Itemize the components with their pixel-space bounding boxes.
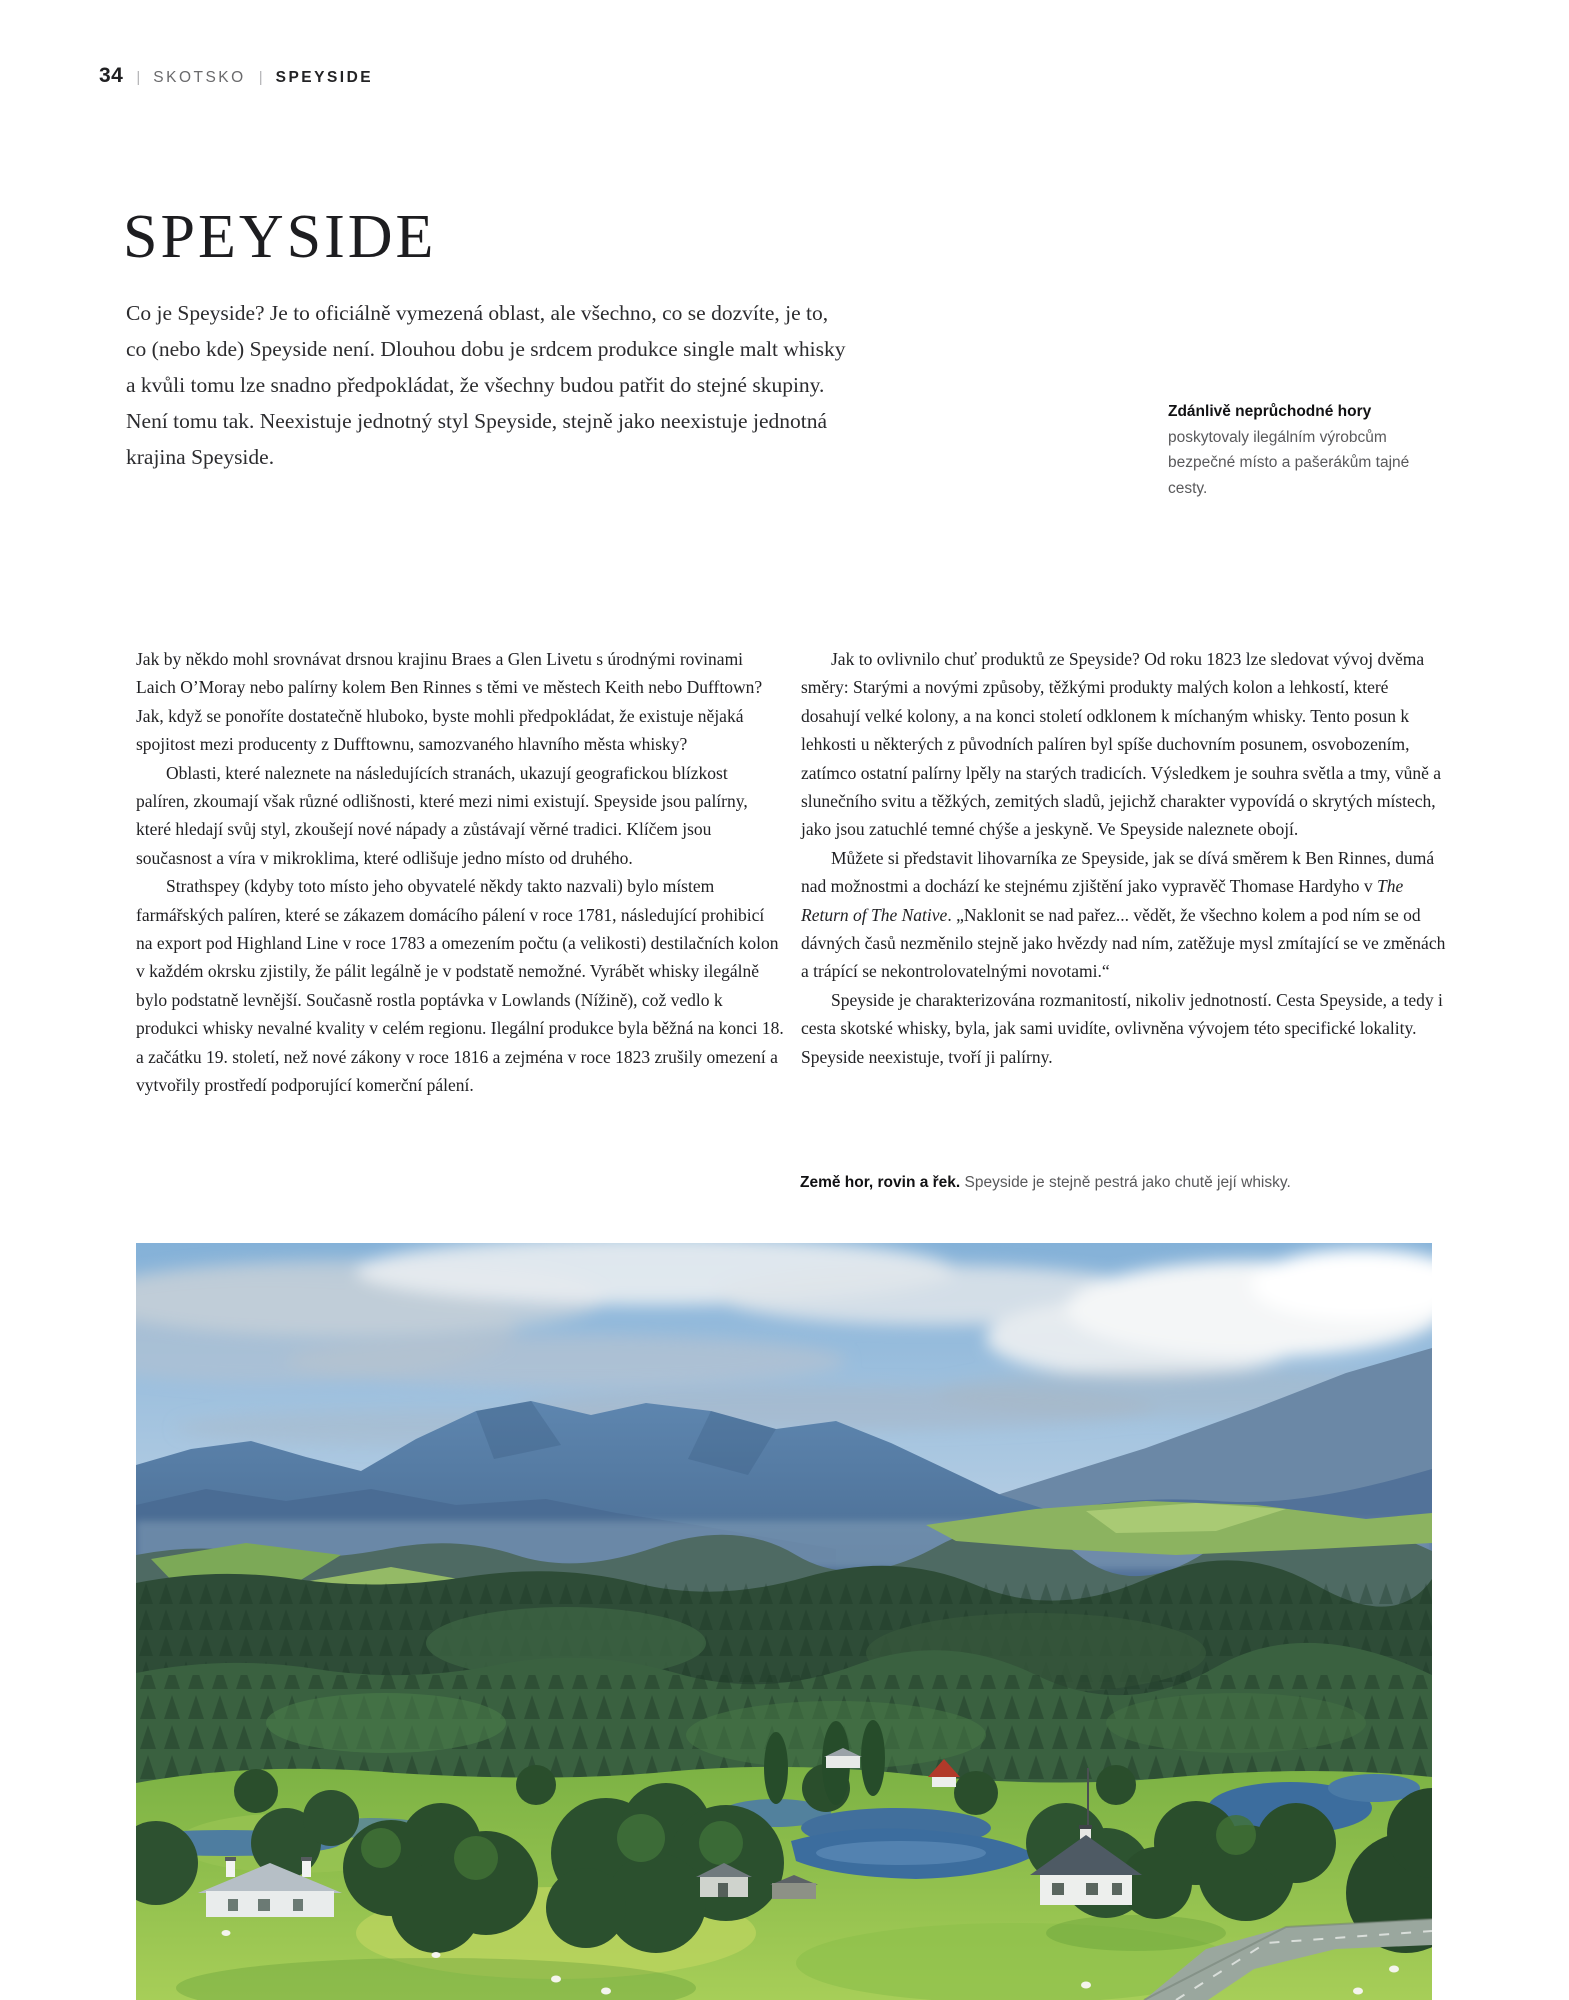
intro-line: Co je Speyside? Je to oficiálně vymezená oblast, ale všechno, co se dozvíte, je to, [126, 301, 829, 325]
breadcrumb-separator: | [136, 69, 141, 86]
intro-line: krajina Speyside. [126, 445, 275, 469]
body-paragraph: Oblasti, které naleznete na následujících stranách, ukazují geografickou blízkost palíren, zkoumají však různé odlišnosti, které mezi nimi existují. Speyside jsou palírny, které hledají svůj styl, zkoušejí nové nápady a zůstávají věrné tradici. Klíčem jsou současnost a víra v mikroklima, které odlišuje jedno místo od druhého. [136, 762, 748, 868]
body-text: . „Naklonit se nad pařez... vědět, že všechno kolem a pod ním se od dávných časů nezměnilo stejně jako hvězdy nad ním, zatěžuje mysl zmítající se ve změnách a trápící se nekontrolovatelnými novotami.“ [801, 904, 1446, 982]
body-text: Můžete si představit lihovarníka ze Speyside, jak se dívá směrem k Ben Rinnes, dumá nad možnostmi a dochází ke stejnému zjištění jako vypravěč Thomase Hardyho v [801, 847, 1435, 897]
breadcrumb-section: SPEYSIDE [275, 69, 374, 86]
photo-caption-lead: Země hor, rovin a řek. [800, 1174, 961, 1191]
photo-side-caption [1168, 399, 1444, 501]
body-column-left [136, 645, 784, 1100]
intro-line: co (nebo kde) Speyside není. Dlouhou dobu je srdcem produkce single malt whisky [126, 337, 846, 361]
page-header [99, 64, 373, 88]
page-title: SPEYSIDE [123, 203, 437, 271]
body-paragraph: Speyside je charakterizována rozmanitostí, nikoliv jednotností. Cesta Speyside, a tedy i cesta skotské whisky, byla, jak sami uvidíte, ovlivněna vývojem této specifické lokality. Speyside neexistuje, tvoří ji palírny. [801, 989, 1443, 1067]
body-paragraph: Jak to ovlivnilo chuť produktů ze Speyside? Od roku 1823 lze sledovat vývoj dvěma směry: Starými a novými způsoby, těžkými produkty malých kolon a lehkostí, které dosahují velké kolony, a na konci století odklonem k míchaným whisky. Tento posun k lehkosti u některých z původních palíren byl spíše duchovním posunem, osvobozením, zatímco ostatní palírny lpěly na starých tradicích. Výsledkem je souhra světla a tmy, vůně a slunečního svitu a těžkých, zemitých sladů, jejichž charakter vypovídá o skrytých místech, jako jsou zatuchlé temné chýše a jeskyně. Ve Speyside naleznete obojí. [801, 649, 1442, 840]
breadcrumb-separator: | [258, 69, 263, 86]
photo-caption [800, 1174, 1291, 1192]
side-caption-lead: Zdánlivě neprůchodné hory [1168, 403, 1372, 420]
book-title-italic: The Return of The Native [801, 876, 1404, 925]
intro-line: Není tomu tak. Neexistuje jednotný styl Speyside, stejně jako neexistuje jednotná [126, 409, 827, 433]
page-number: 34 [99, 64, 124, 87]
body-column-right [801, 645, 1449, 1071]
body-paragraph: Jak by někdo mohl srovnávat drsnou krajinu Braes a Glen Livetu s úrodnými rovinami Laich O’Moray nebo palírny kolem Ben Rinnes s těmi ve městech Keith nebo Dufftown? Jak, když se ponoříte dostatečně hluboko, byste mohli předpokládat, že existuje nějaká spojitost mezi producenty z Dufftownu, samozvaného hlavního města whisky? [136, 649, 763, 755]
body-paragraph: Strathspey (kdyby toto místo jeho obyvatelé někdy takto nazvali) bylo místem farmářských palíren, které se zákazem domácího pálení v roce 1781, následující prohibicí na export pod Highland Line v roce 1783 a omezením počtu (a velikosti) destilačních kolon v každém okrsku zjistily, že pálit legálně je v podstatě nemožné. Vyrábět whisky ilegálně bylo podstatně levnější. Současně rostla poptávka v Lowlands (Nížině), což vedlo k produkci whisky nevalné kvality v celém regionu. Ilegální produkce byla běžná na konci 18. a začátku 19. století, než nové zákony v roce 1816 a zejména v roce 1823 zrušily omezení a vytvořily prostředí podporující komerční pálení. [136, 876, 784, 1096]
intro-paragraph [126, 295, 846, 475]
intro-line: a kvůli tomu lze snadno předpokládat, že všechny budou patřit do stejné skupiny. [126, 373, 825, 397]
body-paragraph [801, 844, 1449, 986]
photo-caption-text: Speyside je stejně pestrá jako chutě její whisky. [960, 1174, 1291, 1191]
landscape-photo [136, 1243, 1432, 2000]
side-caption-text: poskytovaly ilegálním výrobcům bezpečné místo a pašerákům tajné cesty. [1168, 428, 1410, 497]
breadcrumb-region: SKOTSKO [153, 69, 246, 86]
